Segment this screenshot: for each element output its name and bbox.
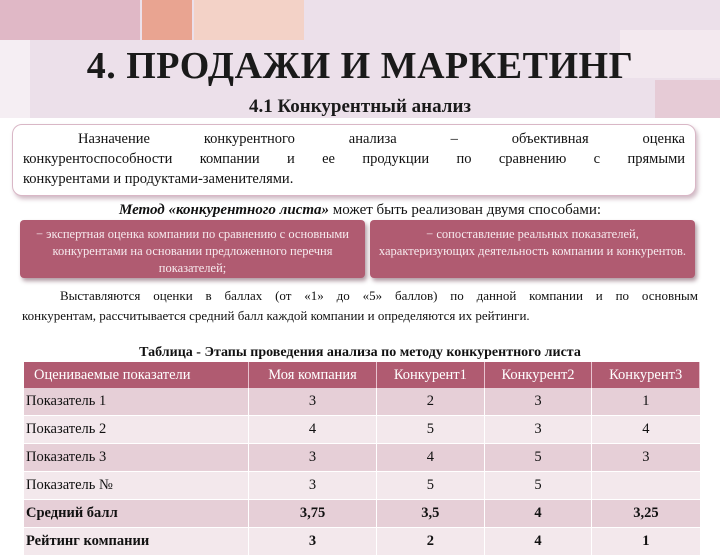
table-cell: 4 [484,528,592,556]
table-cell: 5 [377,416,485,444]
table-cell: 3,75 [249,500,377,528]
table-cell: 3 [484,388,592,416]
column-header: Конкурент3 [592,362,700,388]
table-row [24,388,700,416]
decor-block [0,0,140,40]
table-cell: 1 [592,528,700,556]
table-cell: Средний балл [24,500,249,528]
table-cell: 3,5 [377,500,485,528]
table-cell: 3 [249,472,377,500]
table-cell: 2 [377,388,485,416]
scoring-paragraph [22,286,698,326]
table-header-row [24,362,700,388]
intro-box [12,124,696,196]
table-cell: 3,25 [592,500,700,528]
column-header: Конкурент2 [484,362,592,388]
table-cell: 3 [592,444,700,472]
section-subtitle: 4.1 Конкурентный анализ [248,96,472,117]
table-cell: 4 [377,444,485,472]
page-title: 4. ПРОДАЖИ И МАРКЕТИНГ [86,45,634,87]
table-cell: 5 [484,472,592,500]
table-row [24,472,700,500]
table-cell: 5 [484,444,592,472]
table-row-average [24,500,700,528]
intro-line: Назначение конкурентного анализа – объективная оценка [78,131,685,147]
table-cell: 3 [484,416,592,444]
table-cell: Показатель 1 [24,388,249,416]
table-cell: Показатель № [24,472,249,500]
table-row [24,444,700,472]
method-statement [0,202,720,219]
table-row [24,416,700,444]
paragraph-line: конкурентам, рассчитывается средний балл каждой компании и определяются их рейтинги. [22,308,530,323]
method-name: Метод «конкурентного листа» [118,202,330,218]
table-cell: 1 [592,388,700,416]
table-cell: 3 [249,388,377,416]
intro-line: конкурентоспособности компании и ее продукции по сравнению с прямыми [23,151,685,167]
column-header: Моя компания [249,362,377,388]
intro-line: конкурентами и продуктами-заменителями. [23,171,294,187]
table-cell [592,472,700,500]
table-cell: Показатель 2 [24,416,249,444]
table-cell: 2 [377,528,485,556]
decor-block [142,0,192,40]
method-option-comparison: − сопоставление реальных показателей, характеризующих деятельность компании и конкурентов. [370,220,695,278]
table-cell: 5 [377,472,485,500]
table-cell: 4 [484,500,592,528]
table-row-rating [24,528,700,556]
decor-block [194,0,304,40]
table-cell: Показатель 3 [24,444,249,472]
table-caption: Таблица - Этапы проведения анализа по методу конкурентного листа [139,345,581,360]
competitive-sheet-table [24,362,700,556]
method-rest: может быть реализован двумя способами: [329,202,602,218]
paragraph-line: Выставляются оценки в баллах (от «1» до «5» баллов) по данной компании и по основным [60,288,698,303]
column-header: Оцениваемые показатели [24,362,249,388]
table-cell: 4 [592,416,700,444]
method-option-expert: − экспертная оценка компании по сравнению с основными конкурентами на основании предложенного перечня показателей; [20,220,365,278]
table-cell: 4 [249,416,377,444]
column-header: Конкурент1 [377,362,485,388]
table-cell: 3 [249,444,377,472]
table-cell: 3 [249,528,377,556]
table-cell: Рейтинг компании [24,528,249,556]
